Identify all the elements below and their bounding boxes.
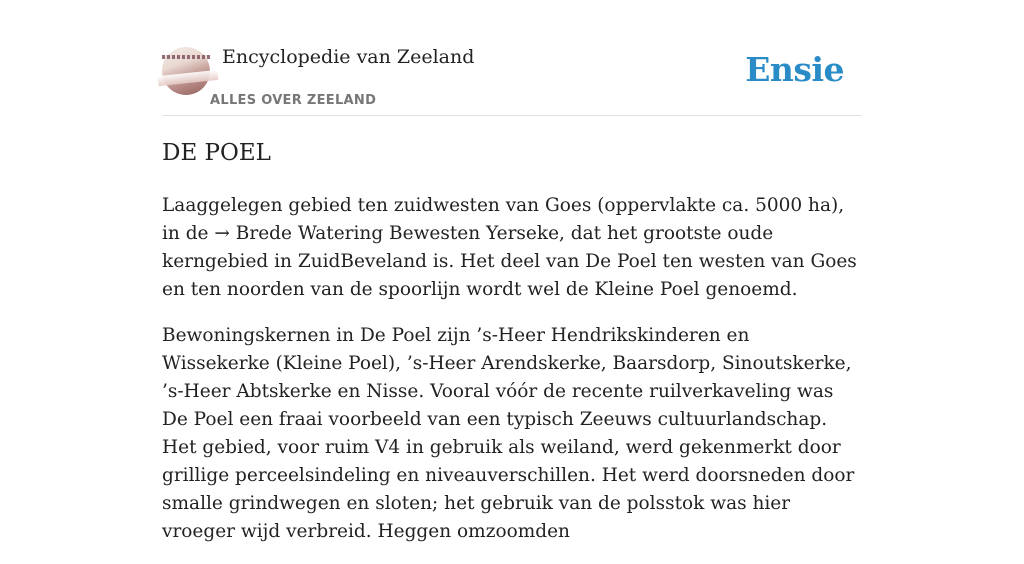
avatar-decoration (162, 55, 210, 59)
brand-logo-link[interactable]: Ensie (745, 50, 844, 89)
avatar-decoration (158, 70, 219, 86)
article-body (162, 192, 862, 564)
site-title[interactable]: Encyclopedie van Zeeland (222, 46, 475, 68)
site-tagline: ALLES OVER ZEELAND (210, 93, 377, 108)
article-title: DE POEL (162, 140, 271, 166)
site-header (162, 44, 862, 116)
site-avatar[interactable] (162, 47, 210, 95)
article-paragraph: Laaggelegen gebied ten zuidwesten van Goes (oppervlakte ca. 5000 ha), in de → Brede Watering Bewesten Yerseke, dat het grootste oude kerngebied in ZuidBeveland is. Het deel van De Poel ten westen van Goes en ten noorden van de spoorlijn wordt wel de Kleine Poel genoemd. (162, 195, 857, 300)
article-paragraph: Bewoningskernen in De Poel zijn ’s-Heer Hendrikskinderen en Wissekerke (Kleine Poel), ’s-Heer Arendskerke, Baarsdorp, Sinoutskerke, ’s-Heer Abtskerke en Nisse. Vooral vóór de recente ruilverkaveling was De Poel een fraai voorbeeld van een typisch Zeeuws cultuurlandschap. Het gebied, voor ruim V4 in gebruik als weiland, werd gekenmerkt door grillige perceelsindeling en niveauverschillen. Het werd doorsneden door smalle grindwegen en sloten; het gebruik van de polsstok was hier vroeger wijd verbreid. Heggen omzoomden (162, 325, 855, 542)
